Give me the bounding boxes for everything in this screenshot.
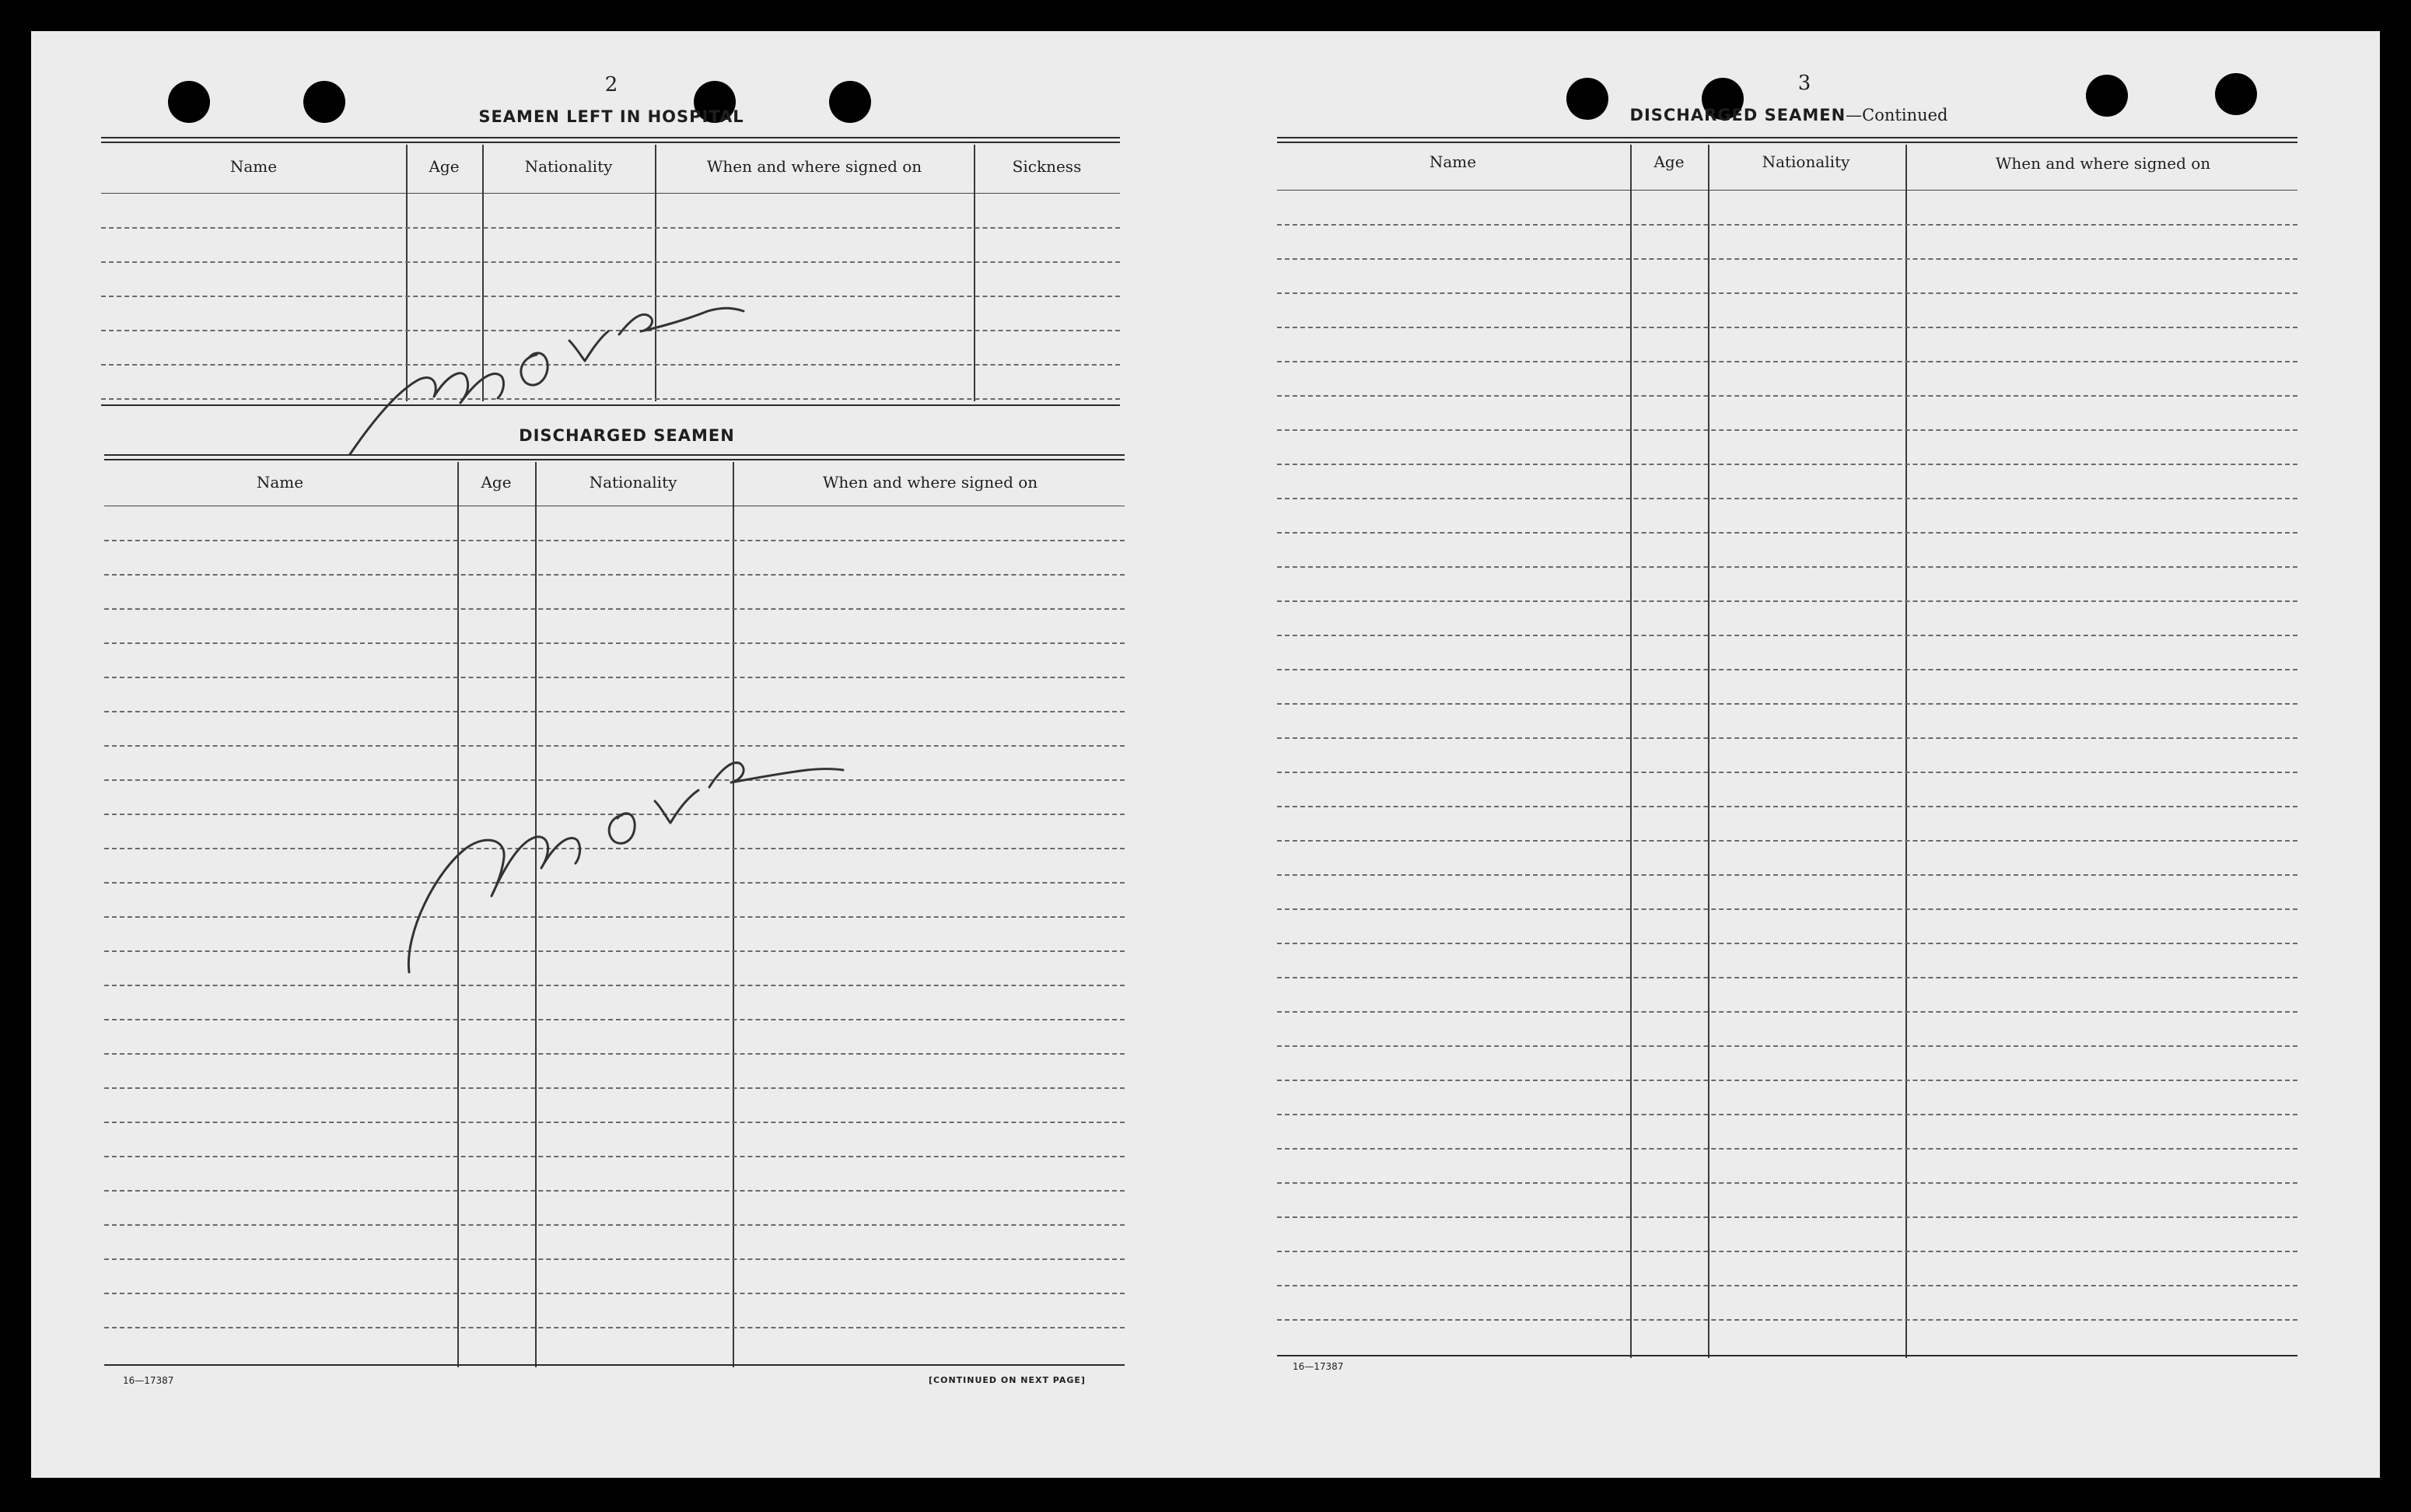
punch-hole [168, 81, 210, 123]
discharged-col-name: Name [256, 473, 304, 492]
punch-hole [2215, 73, 2257, 115]
right-col-signed-on: When and where signed on [1995, 154, 2211, 173]
right-col-nationality: Nationality [1762, 152, 1850, 171]
punch-hole [303, 81, 345, 123]
discharged-section-title: DISCHARGED SEAMEN [519, 426, 735, 445]
discharged-col-nationality: Nationality [589, 473, 677, 492]
discharged-table-right [1277, 137, 2297, 1358]
hospital-col-sickness: Sickness [1012, 157, 1082, 176]
right-page-title [1630, 106, 1948, 124]
hospital-col-nationality: Nationality [524, 157, 613, 176]
right-title-continued: —Continued [1846, 106, 1948, 124]
left-footer-continued: [CONTINUED ON NEXT PAGE] [929, 1375, 1086, 1385]
discharged-col-signed-on: When and where signed on [822, 473, 1038, 492]
punch-hole [2086, 75, 2128, 117]
hospital-section-title: SEAMEN LEFT IN HOSPITAL [478, 107, 744, 126]
left-page-number: 2 [604, 73, 618, 96]
hospital-col-signed-on: When and where signed on [706, 157, 922, 176]
hospital-col-name: Name [229, 157, 278, 176]
punch-hole [829, 81, 871, 123]
handwritten-signature-none [389, 653, 871, 980]
left-footer-form-number: 16—17387 [123, 1375, 174, 1386]
discharged-col-age: Age [481, 473, 512, 492]
right-col-age: Age [1653, 152, 1685, 171]
right-col-name: Name [1429, 152, 1477, 171]
right-footer-form-number: 16—17387 [1293, 1361, 1344, 1372]
right-page-number: 3 [1797, 72, 1811, 95]
hospital-col-age: Age [429, 157, 460, 176]
punch-hole [1566, 78, 1608, 120]
right-title-main: DISCHARGED SEAMEN [1629, 106, 1846, 124]
